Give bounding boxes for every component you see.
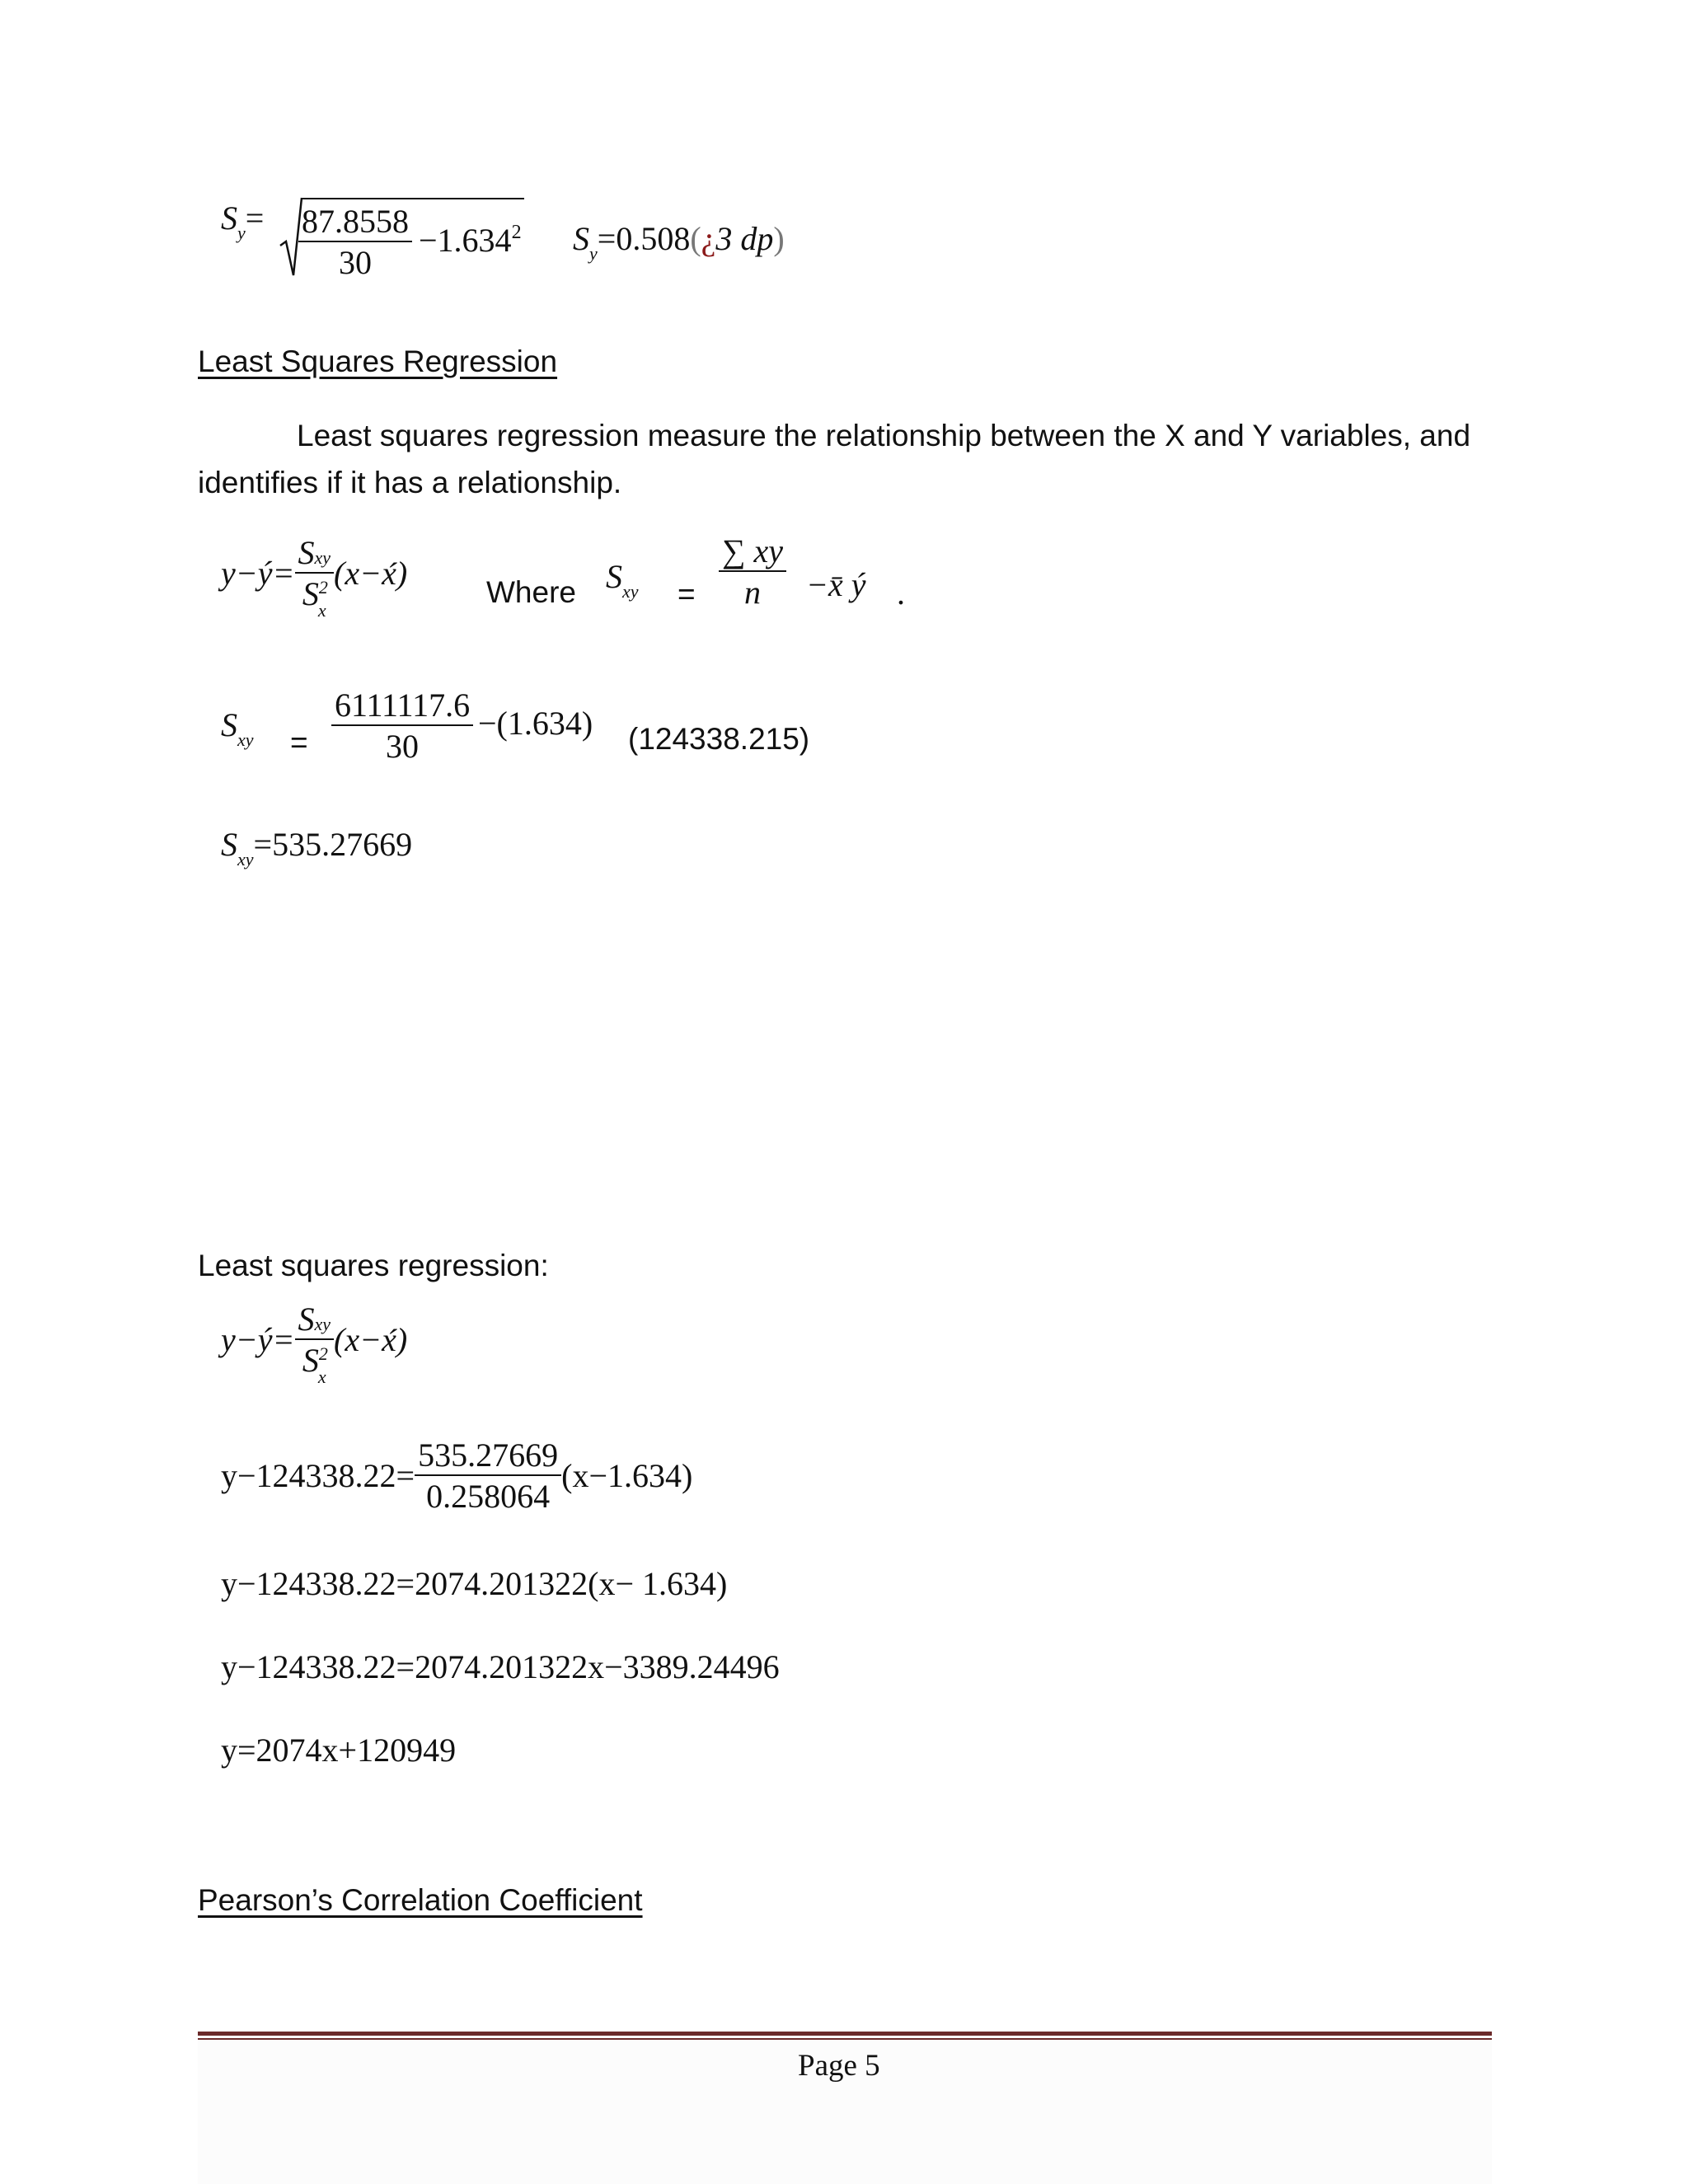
step-3: y−124338.22=2074.201322x−3389.24496: [221, 1648, 780, 1685]
where-label: Where: [486, 575, 576, 609]
formula1-fraction: $\frac{\text{Sxy}}{S^2_x}$: [295, 536, 335, 612]
sxy-calc-label: $S_{xy}$: [221, 706, 254, 750]
paragraph-line-2: identifies if it has a relationship.: [198, 466, 622, 499]
lsr-label: Least squares regression:: [198, 1249, 549, 1282]
formula-regression-general: y−ý= $\frac{\text{Sxy}}{S^2_x}$ (x−x́): [221, 534, 408, 621]
sxy-definition-label: $S_{xy}$: [606, 558, 639, 602]
step-1: y−124338.22= $\frac{535.27669}{0.258064}$ (x−1.634): [221, 1436, 693, 1515]
sxy-calc-numerator: 6111117.6: [331, 688, 473, 726]
footer-rule-thin: [198, 2038, 1492, 2040]
step-2: y−124338.22=2074.201322(x− 1.634): [221, 1565, 728, 1602]
sy-label: S: [221, 199, 237, 237]
sqrt-bar: [302, 198, 524, 199]
sy-subscript: y: [237, 223, 246, 243]
sxy-definition-equals: =: [678, 577, 696, 611]
page-number: Page 5: [798, 2049, 880, 2083]
formula2-fraction: $\frac{\text{Sxy}}{S^2_x}$: [295, 1302, 335, 1378]
trailing-dot: .: [897, 574, 905, 612]
sxy-definition-fraction: [719, 534, 786, 610]
sy-result: $S_y=0.508(¿3$ dp): [573, 220, 785, 264]
sxy-calc-fraction: [331, 688, 473, 764]
step-4: y=2074x+120949: [221, 1732, 457, 1769]
sum-n: n: [744, 574, 762, 611]
sxy-calc-value: (124338.215): [628, 722, 810, 756]
sy-numerator: 87.8558: [298, 204, 412, 242]
footer-rule-thick: [198, 2032, 1492, 2036]
sxy-calc-denominator: 30: [386, 728, 420, 765]
sxy-result: $S_{xy}=535.27669$: [221, 826, 413, 869]
heading-pearson-correlation: Pearson’s Correlation Coefficient: [198, 1883, 643, 1917]
paragraph-line-1: Least squares regression measure the relationship between the X and Y variables, and: [297, 419, 1471, 452]
inverted-question-mark: ¿: [701, 220, 716, 257]
sxy-calc-minus: −(1.634): [478, 705, 593, 742]
sy-denominator: 30: [339, 244, 372, 281]
sxy-definition-tail: −x̄ ý: [806, 566, 866, 603]
heading-least-squares-regression: Least Squares Regression: [198, 344, 558, 378]
sy-radicand: [298, 204, 412, 280]
sy-minus-term: $-1.634^2$: [419, 222, 522, 259]
sxy-calc-equals: =: [290, 725, 308, 759]
sy-equation: [221, 199, 265, 243]
step1-fraction: $\frac{535.27669}{0.258064}$: [415, 1438, 561, 1514]
sy-equals: =: [245, 199, 265, 237]
sy-exponent: 2: [511, 222, 522, 243]
sum-xy: ∑ xy: [719, 534, 786, 572]
sy-fraction: [298, 204, 412, 280]
formula-regression-repeat: y−ý= $\frac{\text{Sxy}}{S^2_x}$ (x−x́): [221, 1301, 408, 1387]
